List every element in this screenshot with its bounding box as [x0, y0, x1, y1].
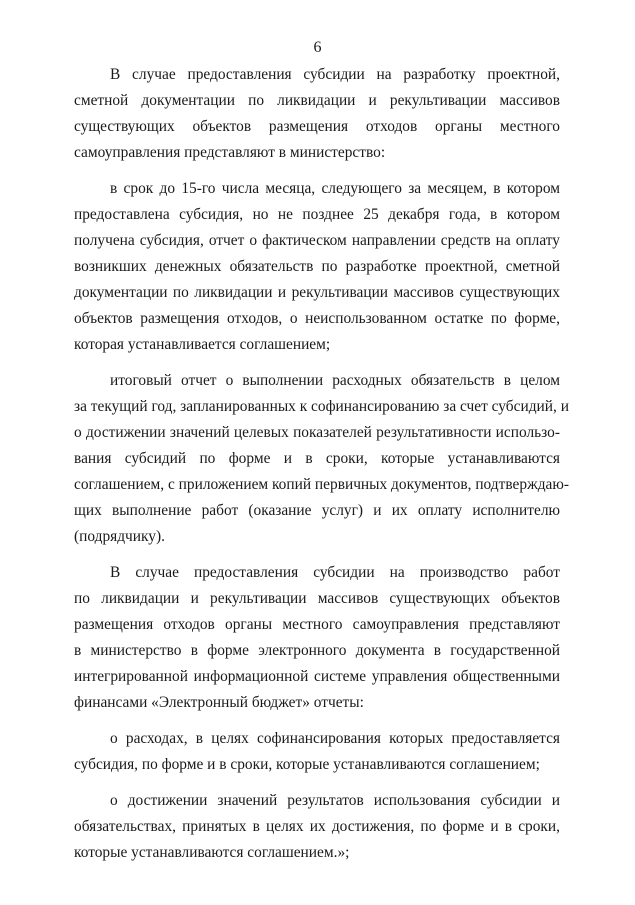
- text-line: щих выполнение работ (оказание услуг) и их оплату исполнителю: [74, 502, 560, 519]
- text-line: размещения отходов органы местного самоуправления представляют: [74, 616, 560, 633]
- text-line: интегрированной информационной системе управления общественными: [74, 668, 560, 685]
- text-line: которая устанавливается соглашением;: [74, 336, 331, 353]
- text-line: по ликвидации и рекультивации массивов существующих объектов: [74, 590, 560, 607]
- text-line: за текущий год, запланированных к софинансированию за счет субсидий, и: [74, 398, 569, 415]
- text-line: (подрядчику).: [74, 528, 165, 545]
- text-line: документации по ликвидации и рекультивации массивов существующих: [74, 284, 560, 301]
- page-number: 6: [313, 39, 322, 56]
- text-line: о достижении значений целевых показателей результативности использо-: [74, 424, 560, 441]
- text-line: обязательствах, принятых в целях их достижения, по форме и в сроки,: [74, 818, 560, 835]
- text-line: в срок до 15-го числа месяца, следующего за месяцем, в котором: [110, 180, 560, 197]
- text-line: получена субсидия, отчет о фактическом направлении средств на оплату: [74, 232, 560, 249]
- paragraph-deadline-report: [74, 176, 560, 358]
- text-line: которые устанавливаются соглашением.»;: [74, 844, 350, 861]
- text-line: самоуправления представляют в министерство:: [74, 144, 386, 161]
- paragraph-subsidy-works: [74, 560, 560, 716]
- document-body: [74, 62, 569, 876]
- text-line: о расходах, в целях софинансирования которых предоставляется: [110, 730, 560, 747]
- text-line: в министерство в форме электронного документа в государственной: [74, 642, 560, 659]
- paragraph-final-report: [74, 368, 569, 550]
- text-line: В случае предоставления субсидии на производство работ: [110, 564, 560, 581]
- text-line: итоговый отчет о выполнении расходных обязательств в целом: [110, 372, 560, 389]
- text-line: В случае предоставления субсидии на разработку проектной,: [110, 66, 560, 83]
- paragraph-expenses-report: [74, 726, 560, 778]
- text-line: объектов размещения отходов, о неиспользованном остатке по форме,: [74, 310, 560, 327]
- paragraph-subsidy-design: [74, 62, 560, 166]
- text-line: сметной документации по ликвидации и рекультивации массивов: [74, 92, 560, 109]
- text-line: финансами «Электронный бюджет» отчеты:: [74, 694, 364, 711]
- text-line: существующих объектов размещения отходов органы местного: [74, 118, 560, 135]
- paragraph-results-report: [74, 788, 560, 866]
- text-line: вания субсидий по форме и в сроки, которые устанавливаются: [74, 450, 560, 467]
- text-line: возникших денежных обязательств по разработке проектной, сметной: [74, 258, 560, 275]
- text-line: о достижении значений результатов использования субсидии и: [110, 792, 560, 809]
- text-line: предоставлена субсидия, но не позднее 25 декабря года, в котором: [74, 206, 560, 223]
- text-line: соглашением, с приложением копий первичных документов, подтверждаю-: [74, 476, 569, 493]
- text-line: субсидия, по форме и в сроки, которые устанавливаются соглашением;: [74, 756, 540, 773]
